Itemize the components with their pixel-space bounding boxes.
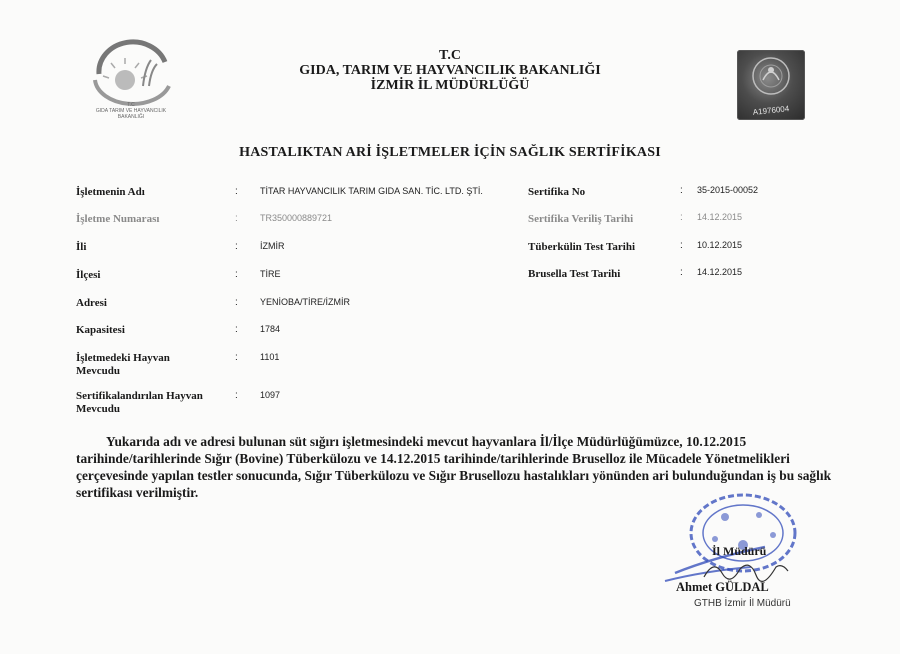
logo-caption-line2: GIDA TARIM VE HAYVANCILIK <box>95 108 167 114</box>
header-line1: T.C <box>439 48 461 63</box>
colon: : <box>235 213 238 224</box>
colon: : <box>680 240 683 251</box>
label-sertifikali-hayvan-line1: Sertifikalandırılan Hayvan <box>76 390 203 402</box>
value-sertifikali-hayvan: 1097 <box>260 390 281 400</box>
label-isletme-no: İşletme Numarası <box>76 213 160 225</box>
label-kapasite: Kapasitesi <box>76 324 125 336</box>
label-hayvan-mevcudu <box>76 352 170 378</box>
label-hayvan-mevcudu-line1: İşletmedeki Hayvan <box>76 352 170 364</box>
value-isletme-adi: TİTAR HAYVANCILIK TARIM GIDA SAN. TİC. LTD. ŞTİ. <box>260 186 483 196</box>
colon: : <box>680 267 683 278</box>
certificate-statement: Yukarıda adı ve adresi bulunan süt sığırı işletmesindeki mevcut hayvanlara İl/İlçe Müdürlüğümüzce, 10.12.2015 tarihinde/tarihlerinde Sığır (Bovine) Tüberkülozu ve 14.12.2015 tarihinde/tarihlerinde Bruselloz ile Mücadele Yönetmelikleri çerçevesinde yapılan testler sonucunda, Sığır Tüberkülozu ve Sığır Brusellozu hastalıkları yönünden ari bulunduğundan iş bu sağlık sertifikası verilmiştir. <box>76 434 832 500</box>
signature-title: İl Müdürü <box>712 544 767 558</box>
hologram-code: A1976004 <box>752 104 790 117</box>
value-isletme-no: TR350000889721 <box>260 213 333 223</box>
logo-caption-line3: BAKANLIĞI <box>117 114 145 120</box>
ministry-logo-icon <box>85 34 177 106</box>
label-il: İli <box>76 241 87 253</box>
hologram-seal <box>737 50 805 120</box>
label-sertifikali-hayvan-line2: Mevcudu <box>76 403 120 415</box>
header-ministry: GIDA, TARIM VE HAYVANCILIK BAKANLIĞI <box>299 63 601 78</box>
colon: : <box>235 297 238 308</box>
label-brusella-tarihi: Brusella Test Tarihi <box>528 268 621 280</box>
value-brusella-tarihi: 14.12.2015 <box>697 267 743 277</box>
value-il: İZMİR <box>260 241 285 251</box>
value-sertifika-no: 35-2015-00052 <box>697 185 759 195</box>
label-hayvan-mevcudu-line2: Mevcudu <box>76 365 120 377</box>
value-kapasite: 1784 <box>260 324 281 334</box>
signature-role: GTHB İzmir İl Müdürü <box>694 598 791 609</box>
colon: : <box>235 390 238 401</box>
colon: : <box>680 212 683 223</box>
label-sertifika-no: Sertifika No <box>528 186 586 198</box>
value-hayvan-mevcudu: 1101 <box>260 352 280 362</box>
colon: : <box>235 352 238 363</box>
colon: : <box>235 324 238 335</box>
label-adres: Adresi <box>76 297 107 309</box>
colon: : <box>235 241 238 252</box>
colon: : <box>235 186 238 197</box>
label-isletme-adi: İşletmenin Adı <box>76 186 145 198</box>
signature-name: Ahmet GÜLDAL <box>676 580 769 594</box>
value-ilce: TİRE <box>260 269 281 279</box>
label-sertifikali-hayvan <box>76 390 203 416</box>
hologram-emblem-icon <box>745 54 797 100</box>
header-directorate: İZMİR İL MÜDÜRLÜĞÜ <box>370 78 530 93</box>
label-verilis-tarihi: Sertifika Veriliş Tarihi <box>528 213 634 225</box>
ministry-logo <box>85 34 177 124</box>
header <box>250 48 650 93</box>
logo-caption-line1: T.C <box>127 102 135 108</box>
label-tuberkulin-tarihi: Tüberkülin Test Tarihi <box>528 241 635 253</box>
value-adres: YENİOBA/TİRE/İZMİR <box>260 297 351 307</box>
colon: : <box>235 269 238 280</box>
value-tuberkulin-tarihi: 10.12.2015 <box>697 240 743 250</box>
label-ilce: İlçesi <box>76 269 101 281</box>
colon: : <box>680 185 683 196</box>
value-verilis-tarihi: 14.12.2015 <box>697 212 743 222</box>
document-title: HASTALIKTAN ARİ İŞLETMELER İÇİN SAĞLIK SERTİFİKASI <box>239 145 661 160</box>
